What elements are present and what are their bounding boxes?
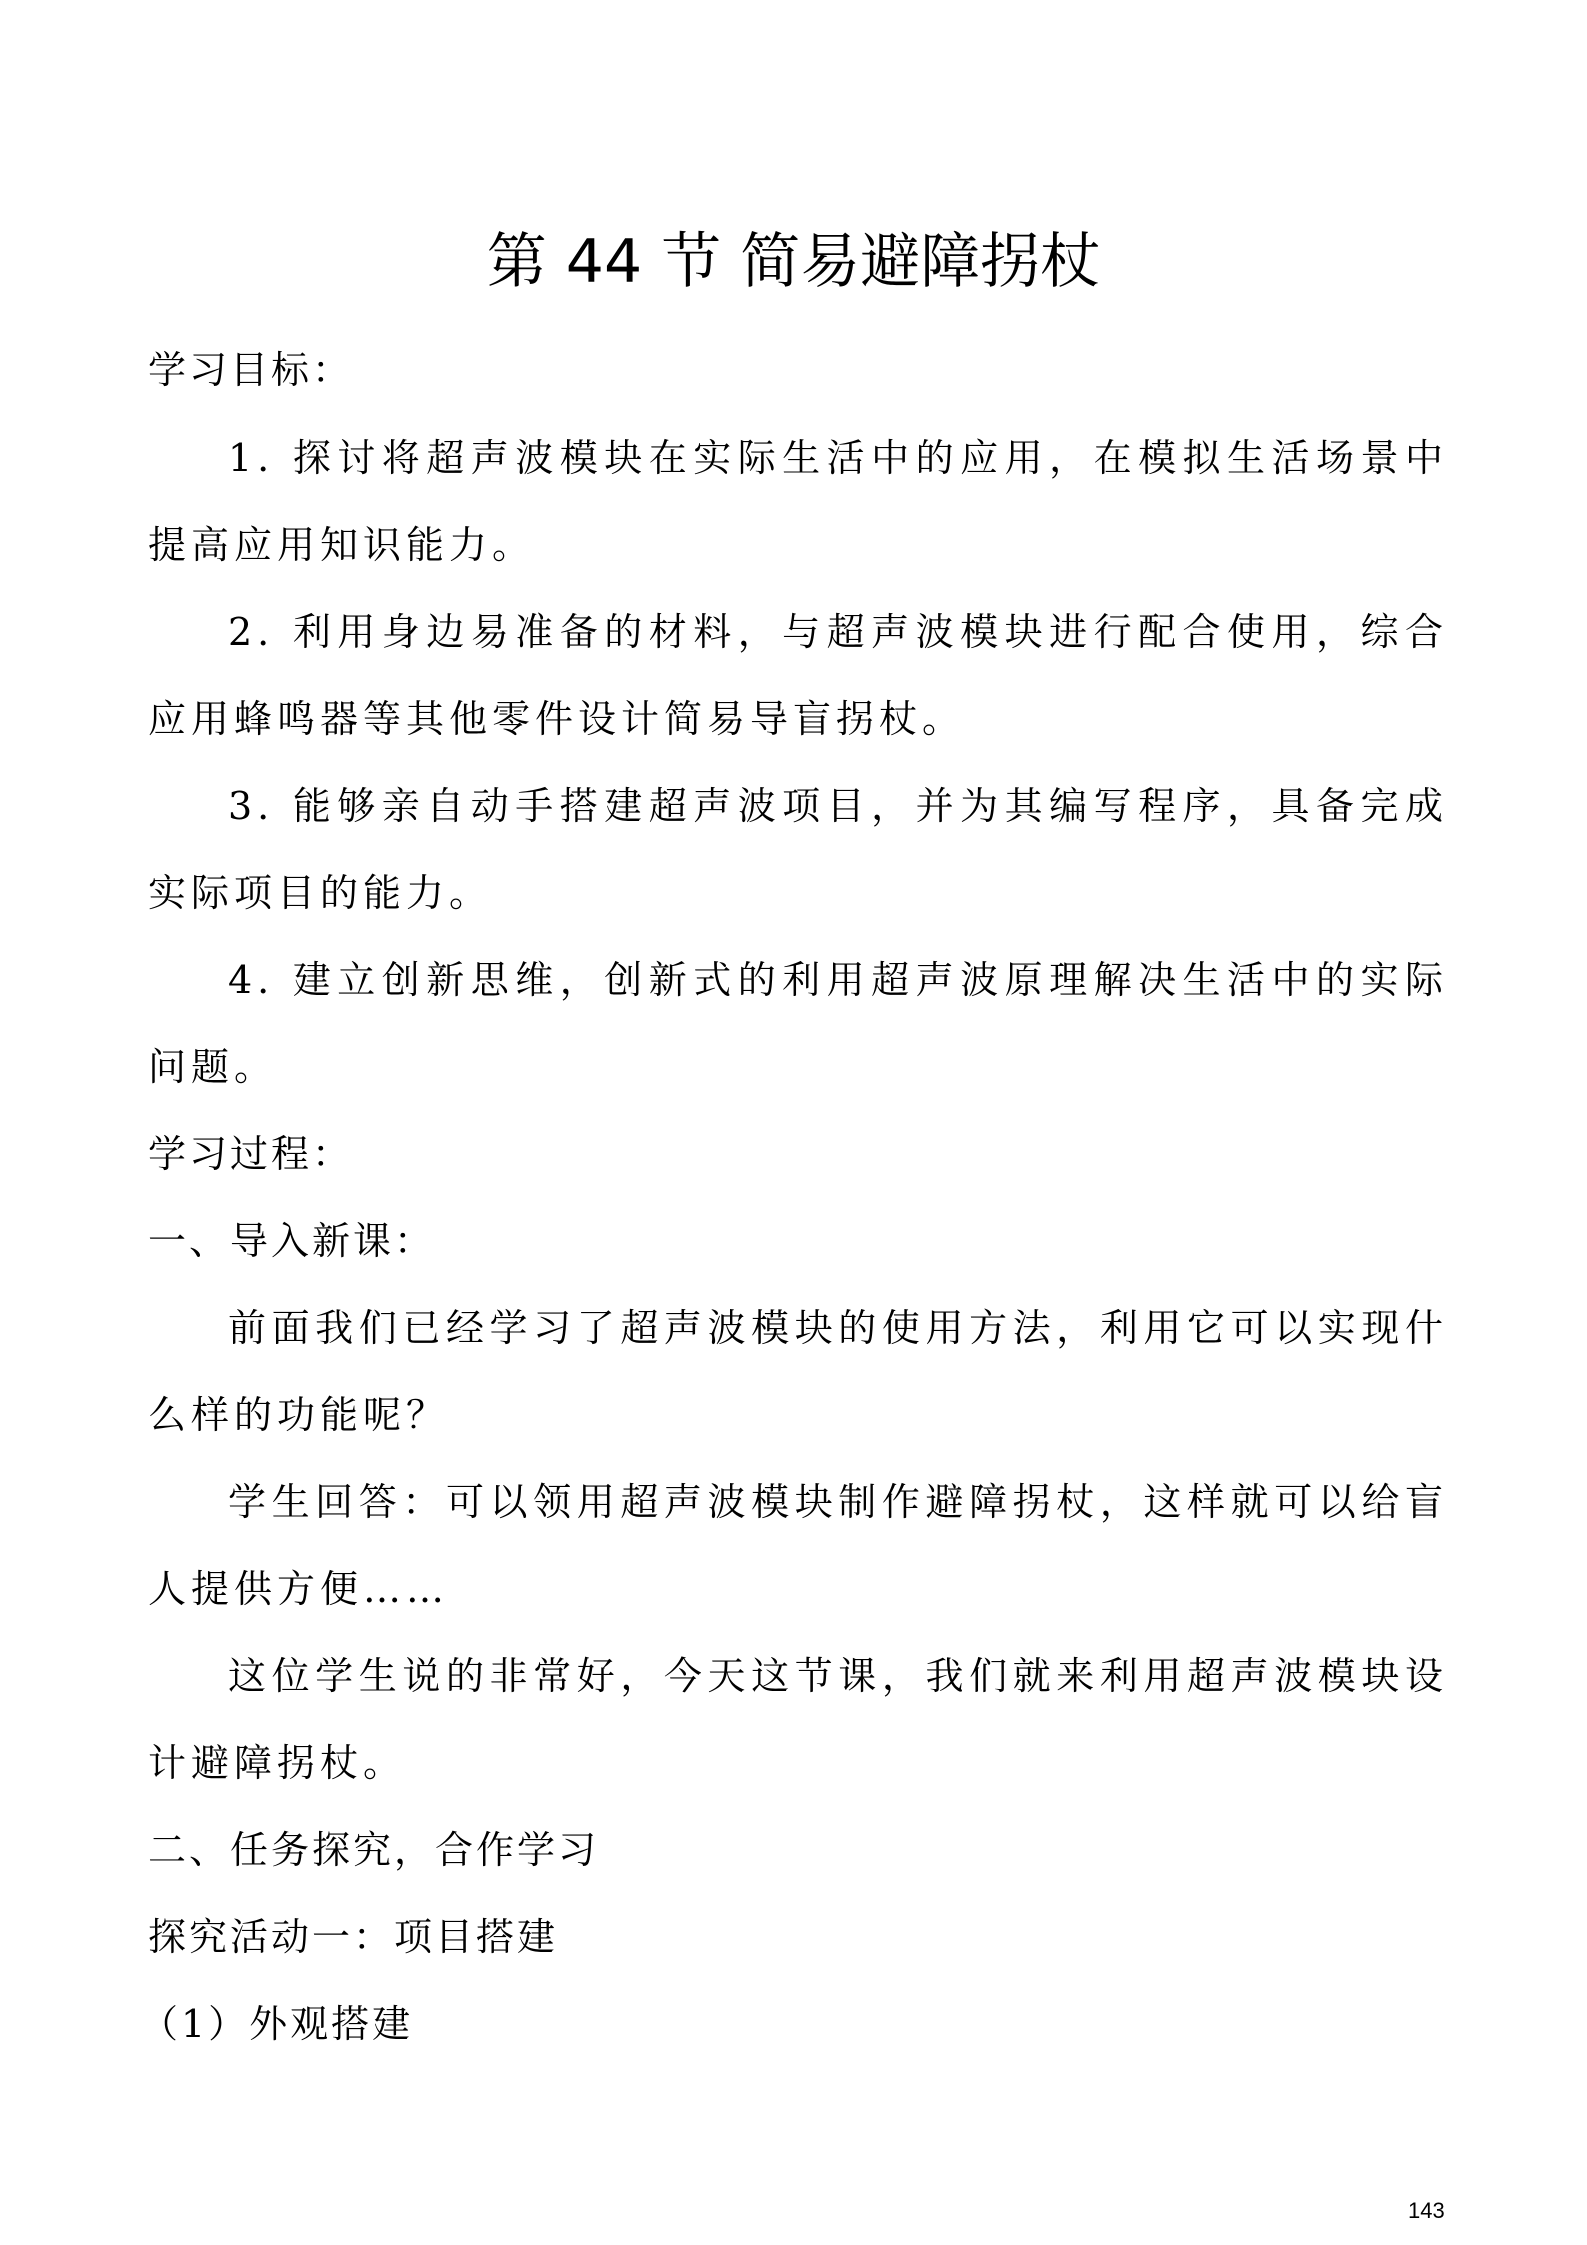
section2-heading: 二、任务探究，合作学习 xyxy=(148,1828,600,1872)
objective-4: 4. 建立创新思维，创新式的利用超声波原理解决生活中的实际问题。 xyxy=(148,958,1448,1089)
objective-3: 3. 能够亲自动手搭建超声波项目，并为其编写程序，具备完成实际项目的能力。 xyxy=(148,784,1448,915)
objective-1: 1. 探讨将超声波模块在实际生活中的应用，在模拟生活场景中提高应用知识能力。 xyxy=(148,436,1448,567)
page-number: 143 xyxy=(1408,2198,1445,2223)
objective-2: 2. 利用身边易准备的材料，与超声波模块进行配合使用，综合应用蜂鸣器等其他零件设计简易导盲拐杖。 xyxy=(148,610,1448,741)
activity1-heading: 探究活动一：项目搭建 xyxy=(148,1915,559,1959)
sub1-heading: （1）外观搭建 xyxy=(140,2002,414,2046)
teacher-response-paragraph: 这位学生说的非常好，今天这节课，我们就来利用超声波模块设计避障拐杖。 xyxy=(148,1654,1448,1785)
objectives-heading: 学习目标： xyxy=(148,348,354,392)
page-title: 第 44 节 简易避障拐杖 xyxy=(486,227,1101,297)
intro-paragraph: 前面我们已经学习了超声波模块的使用方法，利用它可以实现什么样的功能呢？ xyxy=(148,1306,1448,1437)
student-answer-paragraph: 学生回答：可以领用超声波模块制作避障拐杖，这样就可以给盲人提供方便…… xyxy=(148,1480,1448,1611)
process-heading: 学习过程： xyxy=(148,1132,354,1176)
section1-heading: 一、导入新课： xyxy=(148,1219,436,1263)
